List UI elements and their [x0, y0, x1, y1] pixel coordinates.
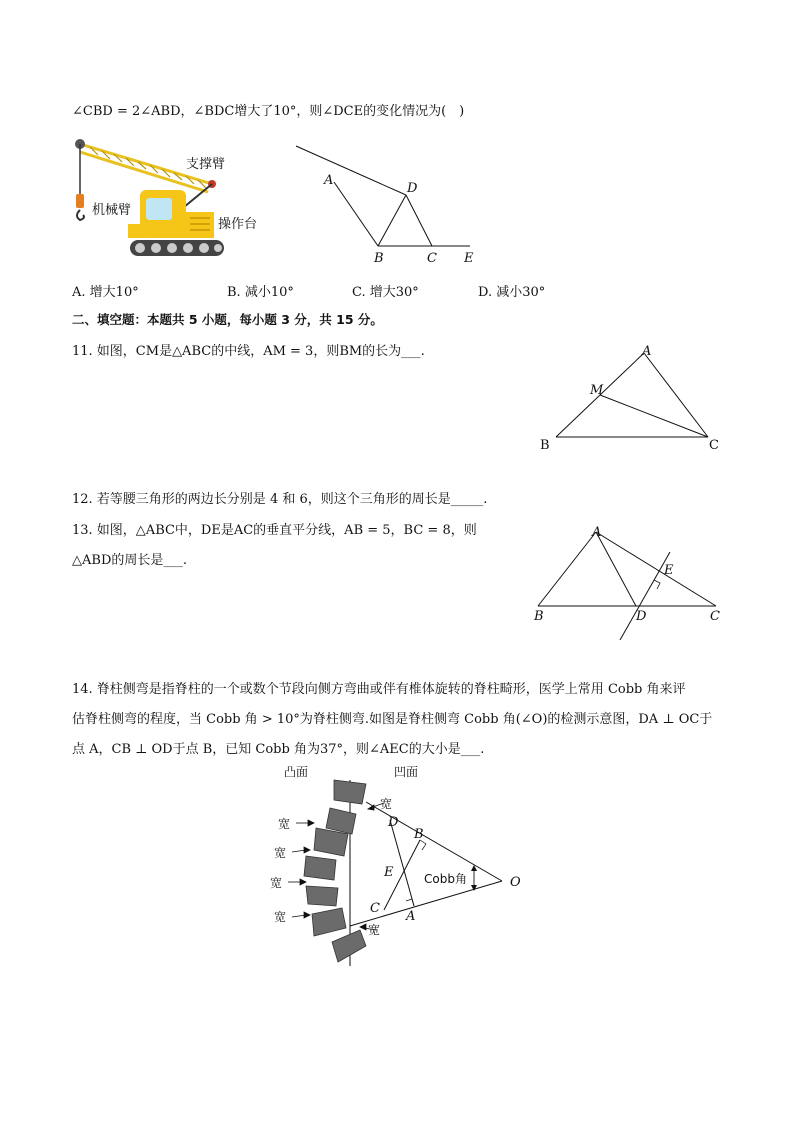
label-convex: 凸面	[284, 765, 309, 779]
label-mechanical-arm: 机械臂	[92, 203, 132, 218]
label-width-2: 宽	[278, 817, 291, 831]
q14-line3: 点 A，CB ⊥ OD于点 B，已知 Cobb 角为37°，则∠AEC的大小是___.	[72, 742, 485, 757]
q13-label-A: A	[592, 525, 602, 540]
q14-label-A: A	[406, 909, 416, 924]
q11-text: 11. 如图，CM是△ABC的中线，AM = 3，则BM的长为___.	[72, 344, 425, 359]
q14-line1: 14. 脊柱侧弯是指脊柱的一个或数个节段向侧方弯曲或伴有椎体旋转的脊柱畸形，医学上常用 Cobb 角来评	[72, 682, 686, 697]
label-cobb-angle: Cobb角	[424, 872, 467, 886]
vertebrae	[304, 780, 366, 962]
q13-line2: △ABD的周长是___.	[72, 553, 187, 568]
q14-label-E: E	[384, 865, 394, 880]
q14-label-O: O	[510, 875, 521, 890]
q13-figure	[530, 522, 730, 647]
q10-option-a[interactable]: A. 增大10°	[72, 285, 139, 300]
q14-line2: 估脊柱侧弯的程度，当 Cobb 角 > 10°为脊柱侧弯.如图是脊柱侧弯 Cobb 角(∠O)的检测示意图，DA ⊥ OC于	[72, 712, 713, 727]
label-width-6: 宽	[368, 923, 381, 937]
q10-label-C: C	[427, 251, 437, 266]
q13-label-D: D	[636, 609, 647, 624]
q10-label-E: E	[464, 251, 474, 266]
label-support-arm: 支撑臂	[186, 157, 226, 172]
q10-label-D: D	[407, 181, 418, 196]
q11-label-C: C	[709, 438, 719, 453]
label-platform: 操作台	[218, 217, 258, 232]
q11-label-B: B	[540, 438, 550, 453]
q11-figure	[536, 343, 726, 453]
q11-label-A: A	[642, 344, 652, 359]
label-width-4: 宽	[270, 876, 283, 890]
q10-stem: ∠CBD = 2∠ABD，∠BDC增大了10°，则∠DCE的变化情况为( )	[72, 104, 465, 119]
q14-label-D: D	[388, 815, 399, 830]
label-width-5: 宽	[274, 910, 287, 924]
q10-option-c[interactable]: C. 增大30°	[352, 285, 419, 300]
q10-label-A: A	[324, 173, 334, 188]
label-concave: 凹面	[394, 765, 419, 779]
q10-option-b[interactable]: B. 减小10°	[227, 285, 294, 300]
crane-illustration	[68, 132, 268, 262]
q14-label-B: B	[414, 827, 424, 842]
q11-label-M: M	[590, 383, 604, 398]
label-width-3: 宽	[274, 846, 287, 860]
q14-cobb-figure	[262, 760, 532, 970]
q10-label-B: B	[374, 251, 384, 266]
q10-option-d[interactable]: D. 减小30°	[478, 285, 546, 300]
label-width-1: 宽	[380, 797, 393, 811]
q14-label-C: C	[370, 901, 380, 916]
q13-line1: 13. 如图，△ABC中，DE是AC的垂直平分线，AB = 5，BC = 8，则	[72, 523, 477, 538]
q10-figure	[290, 140, 480, 270]
q13-label-E: E	[664, 563, 674, 578]
section2-heading: 二、填空题：本题共 5 小题，每小题 3 分，共 15 分。	[72, 312, 383, 327]
q12-text: 12. 若等腰三角形的两边长分别是 4 和 6，则这个三角形的周长是_____.	[72, 492, 488, 507]
q13-label-B: B	[534, 609, 544, 624]
q13-label-C: C	[710, 609, 720, 624]
